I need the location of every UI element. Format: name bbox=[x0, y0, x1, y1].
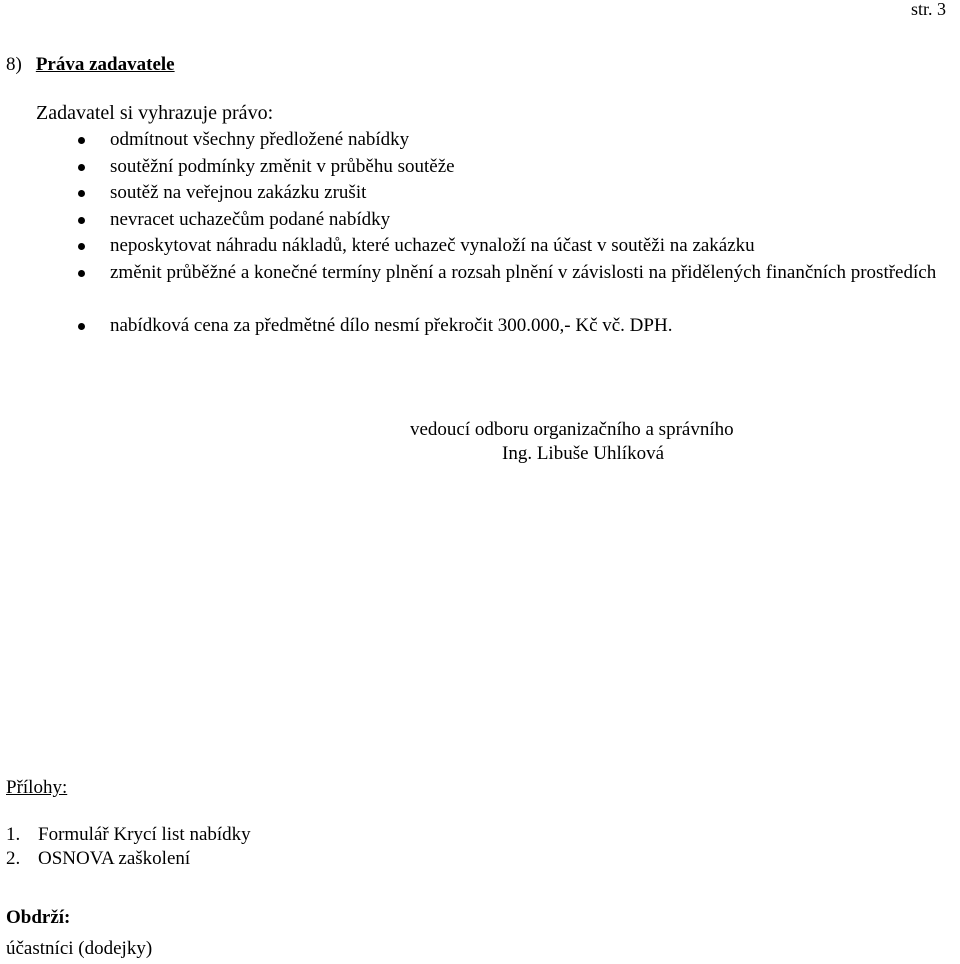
list-item: 2. OSNOVA zaškolení bbox=[6, 848, 191, 869]
list-item: nabídková cena za předmětné dílo nesmí překročit 300.000,- Kč vč. DPH. bbox=[0, 313, 960, 340]
bullet-icon bbox=[78, 164, 85, 171]
signature-name: Ing. Libuše Uhlíková bbox=[502, 443, 665, 464]
attachments-heading: Přílohy: bbox=[6, 777, 68, 798]
list-item: soutěž na veřejnou zakázku zrušit bbox=[0, 180, 960, 207]
list-item: neposkytovat náhradu nákladů, které uchazeč vynaloží na účast v soutěži na zakázku bbox=[0, 233, 960, 260]
bullet-icon bbox=[78, 190, 85, 197]
bullet-icon bbox=[78, 323, 85, 330]
section-heading bbox=[6, 51, 175, 78]
intro-text: Zadavatel si vyhrazuje právo: bbox=[36, 102, 274, 124]
recipients-text: účastníci (dodejky) bbox=[6, 938, 153, 959]
attachments-list bbox=[6, 823, 251, 871]
bullet-icon bbox=[78, 270, 85, 277]
signature-role: vedoucí odboru organizačního a správního bbox=[410, 419, 734, 440]
section-title: Práva zadavatele bbox=[35, 54, 175, 75]
page-number: str. 3 bbox=[910, 0, 946, 19]
section-number: 8) bbox=[6, 54, 22, 75]
list-item: odmítnout všechny předložené nabídky bbox=[0, 127, 960, 154]
list-item: 1. Formulář Krycí list nabídky bbox=[6, 824, 251, 845]
list-item: nevracet uchazečům podané nabídky bbox=[0, 207, 960, 234]
recipients-heading: Obdrží: bbox=[6, 907, 71, 928]
bullet-icon bbox=[78, 137, 85, 144]
bullet-icon bbox=[78, 217, 85, 224]
bullet-icon bbox=[78, 243, 85, 250]
list-item: změnit průběžné a konečné termíny plnění a rozsah plnění v závislosti na přidělených finančních prostředích bbox=[0, 260, 960, 313]
list-item: soutěžní podmínky změnit v průběhu soutěže bbox=[0, 154, 960, 181]
rights-list bbox=[0, 127, 960, 340]
